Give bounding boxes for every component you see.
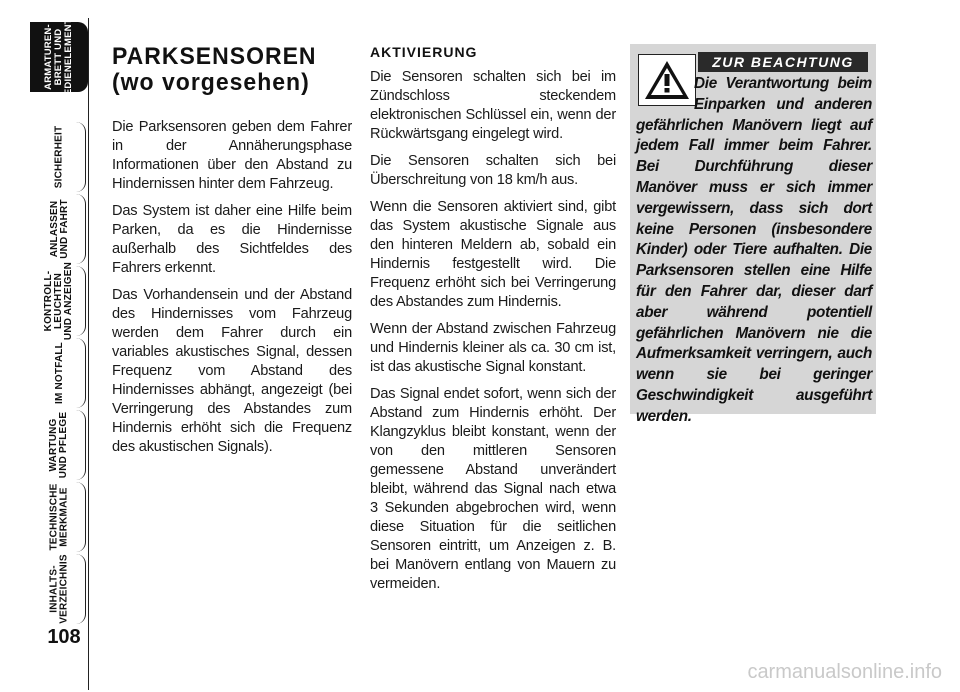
column-activation	[370, 44, 616, 602]
paragraph: Das Signal endet sofort, wenn sich der Abstand zum Hindernis erhöht. Der Klangzyklus bleibt konstant, wenn der von den mittleren Sensoren gemessene Abstand unverändert bleibt, während das Signal nach etwa 3 Sekunden abgebrochen wird, wenn diese Situation für die seitlichen Sensoren eintritt, um Anzeigen z. B. bei Manövern entlang von Mauern zu vermeiden.	[370, 386, 616, 592]
paragraph: Wenn die Sensoren aktiviert sind, gibt das System akustische Signale aus den hinteren Meldern ab, sobald ein Hindernis festgestellt wird. Die Frequenz erhöht sich bei Verringerung des Abstandes zum Hindernis.	[370, 199, 616, 310]
page-number: 108	[47, 626, 81, 648]
chapter-tab-label: INHALTS- VERZEICHNIS	[48, 554, 70, 624]
chapter-tab-label: ANLASSEN UND FAHRT	[48, 199, 70, 259]
chapter-tab-label: WARTUNG UND PFLEGE	[48, 411, 70, 479]
chapter-tab-sicherheit[interactable]	[34, 122, 86, 192]
warning-text-container	[636, 74, 872, 428]
warning-text: Die Verantwortung beim Einparken und anderen gefährlichen Manövern liegt auf jedem Fall immer beim Fahrer. Bei Durchführung dieser Manöver muss er sich immer vergewissern, dass sich dort keine Personen (insbesondere Kinder) oder Tiere aufhalten. Die Parksensoren stellen eine Hilfe für den Fahrer dar, dieser darf aber während potentiell gefährlichen Manövern nie die Aufmerksamkeit verringern, auch wenn sie bei geringer Geschwindigkeit ausgeführt werden.	[636, 75, 872, 425]
paragraph: Wenn der Abstand zwischen Fahrzeug und Hindernis kleiner als ca. 30 cm ist, ist das akustische Signal konstant.	[370, 321, 616, 375]
page-title-line2: (wo vorgesehen)	[112, 67, 310, 96]
chapter-tab-armaturenbrett[interactable]	[30, 11, 88, 103]
chapter-tab-notfall[interactable]	[34, 338, 86, 408]
column-intro	[112, 41, 352, 465]
chapter-tab-anlassen[interactable]	[34, 194, 86, 264]
chapter-tab-label: ARMATUREN- BRETT UND BEDIENELEMENTE	[43, 11, 75, 103]
section-heading: AKTIVIERUNG	[370, 44, 478, 60]
chapter-sidebar	[0, 0, 100, 692]
page-title-line1: PARKSENSOREN	[112, 41, 317, 69]
chapter-tab-label: KONTROLL- LEUCHTEN UND ANZEIGEN	[43, 261, 75, 341]
sidebar-spine-line	[88, 18, 89, 690]
page-title	[112, 43, 352, 96]
paragraph: Die Sensoren schalten sich bei im Zündschloss steckendem elektronischen Schlüssel ein, wenn der Rückwärtsgang eingelegt wird.	[370, 69, 616, 142]
paragraph: Die Sensoren schalten sich bei Überschreitung von 18 km/h aus.	[370, 153, 616, 188]
chapter-tab-label: IM NOTFALL	[53, 342, 65, 404]
paragraph: Die Parksensoren geben dem Fahrer in der Annäherungsphase Informationen über den Abstand zu Hindernissen hinter dem Fahrzeug.	[112, 119, 352, 192]
paragraph: Das System ist daher eine Hilfe beim Parken, da es die Hindernisse außerhalb des Sichtfeldes des Fahrers erkennt.	[112, 203, 352, 276]
chapter-tab-label: TECHNISCHE MERKMALE	[48, 483, 70, 551]
watermark: carmanualsonline.info	[747, 661, 942, 683]
chapter-tab-technische-merkmale[interactable]	[34, 482, 86, 552]
paragraph: Das Vorhandensein und der Abstand des Hindernisses vom Fahrzeug werden dem Fahrer durch ein variables akustisches Signal, dessen Frequenz vom Abstand des Hindernisses abhängt, angezeigt (bei Verringerung des Abstandes zum Hindernis erhöht sich die Frequenz des akustischen Signals).	[112, 287, 352, 455]
icon-spacer	[636, 74, 694, 114]
chapter-tab-inhaltsverzeichnis[interactable]	[34, 554, 86, 624]
chapter-tab-kontrollleuchten[interactable]	[34, 261, 86, 341]
warning-box	[630, 44, 876, 425]
chapter-tab-wartung[interactable]	[34, 410, 86, 480]
warning-header: ZUR BEACHTUNG	[698, 52, 868, 72]
chapter-tab-label: SICHERHEIT	[53, 125, 65, 189]
